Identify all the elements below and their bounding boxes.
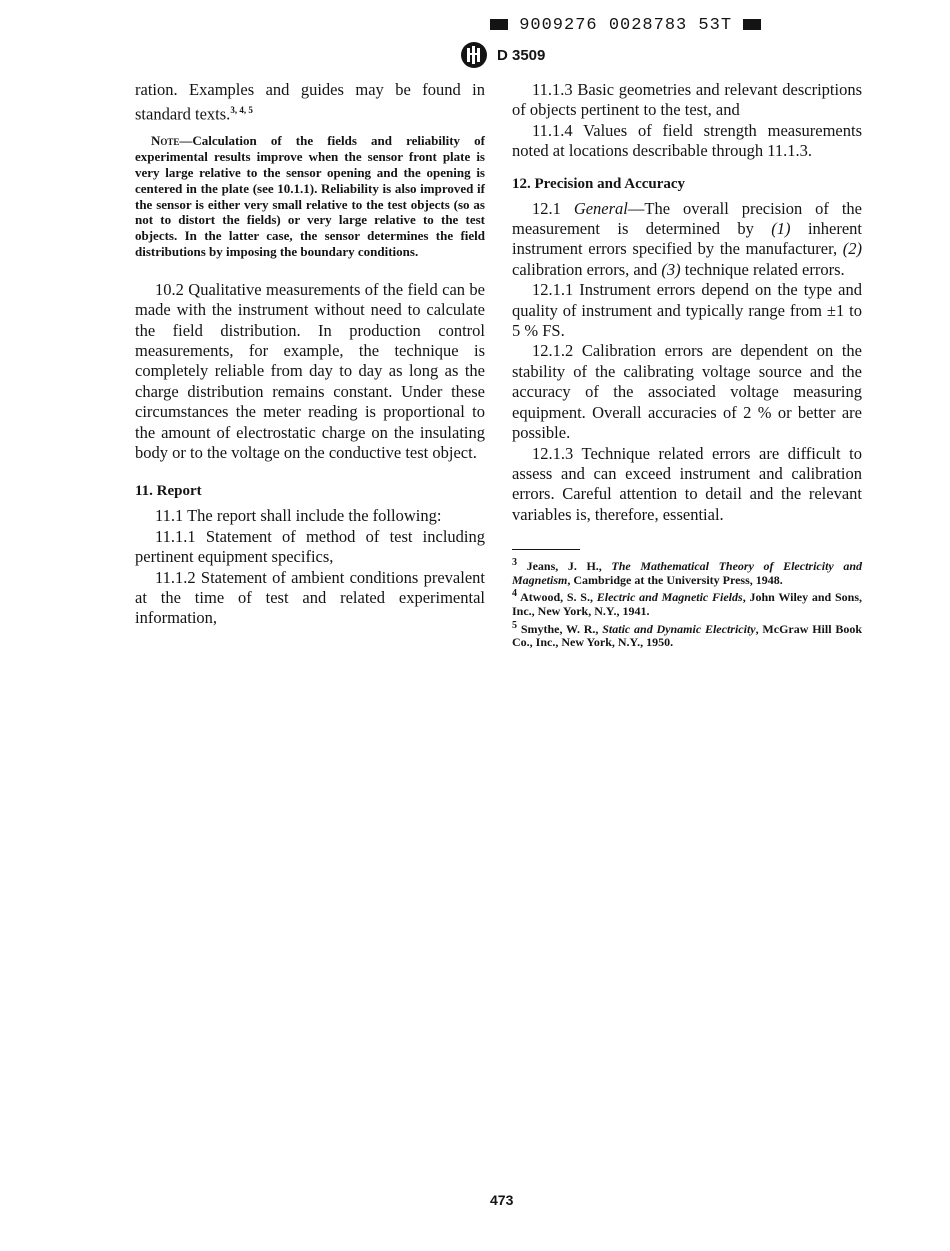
section-11-1: 11.1 The report shall include the following: xyxy=(155,506,442,526)
section-11-1-1: 11.1.1 Statement of method of test including pertinent equipment specifics, xyxy=(135,526,485,567)
section-12-1-label: General xyxy=(573,198,628,218)
section-12-1: 12.1 General—The overall precision of the measurement is determined by (1) inherent instrument errors specified by the manufacturer, (2) calibration errors, and (3) technique related errors. xyxy=(512,198,863,279)
section-11-1-4: 11.1.4 Values of field strength measurements noted at locations describable through 11.1.3. xyxy=(512,120,862,161)
note-label: Note xyxy=(151,133,180,149)
section-11-heading: 11. Report xyxy=(135,483,202,500)
note-text: —Calculation of the fields and reliability of experimental results improve when the sensor front plate is very large relative to the sensor opening and the opening is centered in the plate (see 10.1.1). Reliability is also improved if the sensor is either very small relative to the test objects (so as not to distort the fields) or very large relative to the test objects. In the latter case, the sensor determines the field distributions by imposing the boundary conditions. xyxy=(135,133,485,259)
astm-logo-icon xyxy=(459,40,489,70)
barcode-block-left xyxy=(490,19,508,30)
footnote-4: $^4$ Atwood, S. S., Electric and Magnetic Fields, John Wiley and Sons, Inc., New York, N.Y., 1941. xyxy=(512,588,862,618)
section-12-1-3: 12.1.3 Technique related errors are difficult to assess and can exceed instrument and calibration errors. Careful attention to detail and the relevant variables is, therefore, essential. xyxy=(512,443,862,524)
section-12-1-2: 12.1.2 Calibration errors are dependent on the stability of the calibrating voltage source and the accuracy of the associated voltage measuring equipment. Overall accuracies of 2 % or better are possible. xyxy=(512,341,862,443)
footnote-divider xyxy=(512,549,580,550)
section-11-1-3: 11.1.3 Basic geometries and relevant descriptions of objects pertinent to the test, and xyxy=(512,80,862,120)
document-barcode xyxy=(490,16,761,35)
barcode-text: 9009276 0028783 53T xyxy=(519,16,733,35)
left-column xyxy=(135,80,485,629)
page-number: 473 xyxy=(490,1192,514,1208)
section-12-1-1: 12.1.1 Instrument errors depend on the type and quality of instrument and typically range from ±1 to 5 % FS. xyxy=(512,280,862,341)
right-column xyxy=(512,80,862,650)
page-header xyxy=(459,40,545,70)
footnote-3: $^3$ Jeans, J. H., The Mathematical Theory of Electricity and Magnetism, Cambridge at the University Press, 1948. xyxy=(512,557,862,587)
barcode-block-right xyxy=(743,19,761,30)
section-10-2: 10.2 Qualitative measurements of the field can be made with the instrument without need to calculate the field distribution. In production control measurements, for example, the technique is completely reliable from day to day as long as the charge distribution remains constant. Under these circumstances the meter reading is proportional to the amount of electrostatic charge on the insulating body or to the voltage on the conductive test object. xyxy=(135,279,485,462)
standard-designation: D 3509 xyxy=(497,46,546,64)
note-paragraph xyxy=(135,133,485,259)
section-12-heading: 12. Precision and Accuracy xyxy=(512,175,686,192)
section-11-1-2: 11.1.2 Statement of ambient conditions prevalent at the time of test and related experimental information, xyxy=(135,567,485,628)
footnote-5: $^5$ Smythe, W. R., Static and Dynamic Electricity, McGraw Hill Book Co., Inc., New York, N.Y., 1950. xyxy=(512,619,863,650)
intro-footnote-refs: 3, 4, 5 xyxy=(230,105,253,116)
intro-paragraph: ration. Examples and guides may be found in standard texts.$^{3, 4, 5}$ xyxy=(135,80,485,124)
